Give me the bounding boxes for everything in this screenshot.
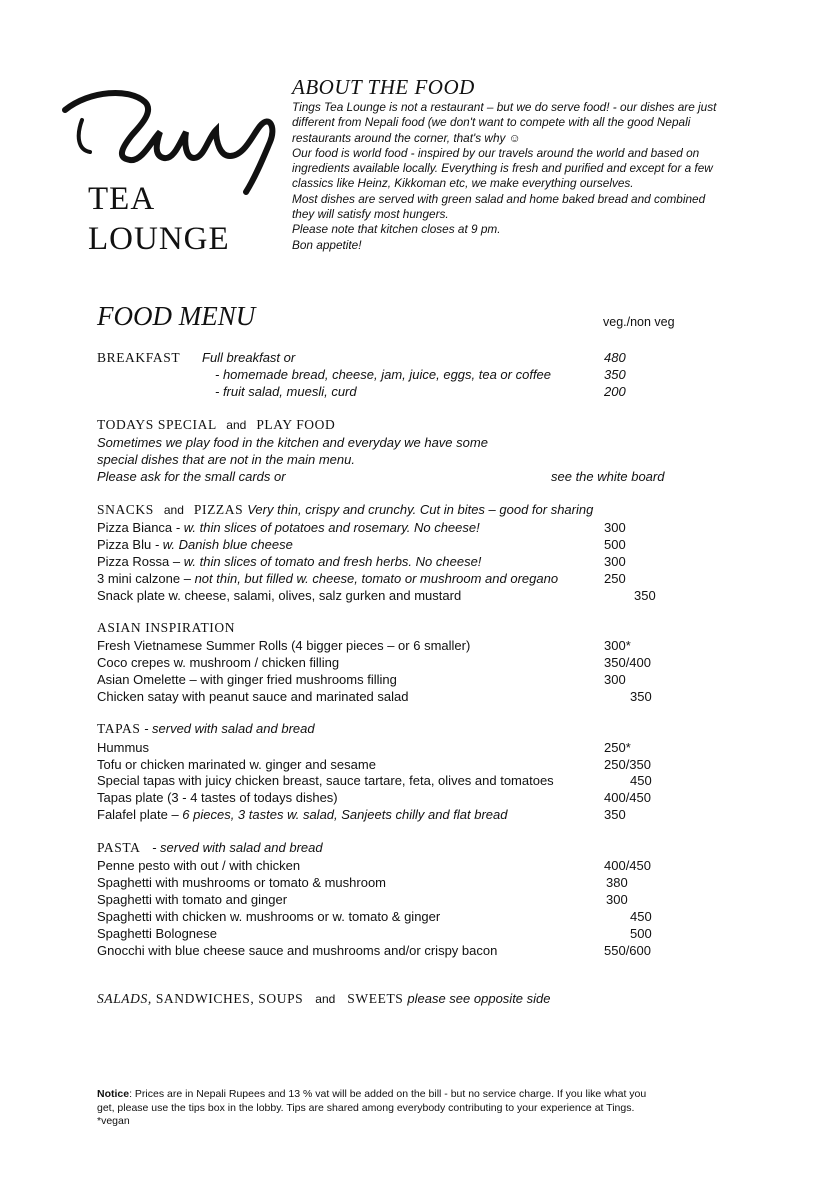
about-line: Bon appetite! xyxy=(292,237,362,252)
notice-line xyxy=(97,1088,717,1102)
snacks-subtitle: Very thin, crispy and crunchy. Cut in bites – good for sharing xyxy=(247,502,594,517)
item-price: 250* xyxy=(604,740,631,755)
notice-label: Notice xyxy=(97,1088,130,1100)
item-price: 500 xyxy=(604,537,626,552)
menu-item: Gnocchi with blue cheese sauce and mushrooms and/or crispy bacon xyxy=(97,943,498,958)
see-opposite-label: please see opposite side xyxy=(407,991,551,1006)
item-price: 300 xyxy=(606,892,628,907)
item-desc: - w. Danish blue cheese xyxy=(154,537,293,552)
menu-item: Spaghetti with mushrooms or tomato & mushroom xyxy=(97,875,387,890)
and-label: and xyxy=(163,503,184,517)
logo-word-lounge: LOUNGE xyxy=(88,221,230,257)
about-line: different from Nepali food (we don't want to compete with all the good Nepali xyxy=(292,115,691,130)
todays-special-title xyxy=(97,417,335,433)
menu-item: Tapas plate (3 - 4 tastes of todays dishes) xyxy=(97,790,338,805)
menu-item xyxy=(97,554,481,569)
menu-item: Chicken satay with peanut sauce and marinated salad xyxy=(97,689,409,704)
about-line: Our food is world food - inspired by our travels around the world and based on xyxy=(292,145,700,160)
about-line: Most dishes are served with green salad and home baked bread and combined xyxy=(292,191,706,206)
item-price: 350 xyxy=(634,588,656,603)
item-price: 300 xyxy=(604,554,626,569)
item-price: 250 xyxy=(604,571,626,586)
menu-item xyxy=(97,588,461,603)
menu-item xyxy=(97,537,293,552)
todays-special-line: Please ask for the small cards or xyxy=(97,469,286,484)
item-desc: – 6 pieces, 3 tastes w. salad, Sanjeets chilly and flat bread xyxy=(167,807,508,822)
item-price: 500 xyxy=(630,926,652,941)
breakfast-item: Full breakfast or xyxy=(202,350,296,365)
about-line: they will satisfy most hungers. xyxy=(292,207,449,222)
notice xyxy=(97,1088,717,1129)
breakfast-item: - fruit salad, muesli, curd xyxy=(215,384,357,399)
breakfast-price: 350 xyxy=(604,367,626,382)
item-price: 250/350 xyxy=(604,757,651,772)
item-name: Falafel plate xyxy=(97,807,168,822)
item-desc: - w. thin slices of potatoes and rosemary. No cheese! xyxy=(172,520,480,535)
item-price: 300 xyxy=(604,672,626,687)
about-line: ingredients available locally. Everything is fresh and purified and except for a few xyxy=(292,161,713,176)
menu-item: Special tapas with juicy chicken breast, sauce tartare, feta, olives and tomatoes xyxy=(97,773,554,788)
item-price: 300* xyxy=(604,638,631,653)
menu-item: Spaghetti with tomato and ginger xyxy=(97,892,288,907)
food-menu-title: FOOD MENU xyxy=(97,301,256,331)
item-price: 350 xyxy=(604,807,626,822)
breakfast-title: BREAKFAST xyxy=(97,350,181,365)
menu-item: Spaghetti with chicken w. mushrooms or w. tomato & ginger xyxy=(97,909,441,924)
menu-item: Tofu or chicken marinated w. ginger and sesame xyxy=(97,757,376,772)
asian-title: ASIAN INSPIRATION xyxy=(97,620,236,635)
item-price: 400/450 xyxy=(604,790,651,805)
item-desc: – w. thin slices of tomato and fresh herbs. No cheese! xyxy=(169,554,482,569)
breakfast-price: 200 xyxy=(604,384,626,399)
menu-item: Coco crepes w. mushroom / chicken filling xyxy=(97,655,340,670)
about-line: restaurants around the corner, that's why ☺ xyxy=(292,130,521,145)
about-text xyxy=(292,100,772,253)
item-price: 550/600 xyxy=(604,943,651,958)
menu-item xyxy=(97,520,480,535)
menu-item xyxy=(97,807,507,822)
item-name: Pizza Rossa xyxy=(97,554,170,569)
veg-non-veg-label: veg./non veg xyxy=(603,315,675,329)
tapas-subtitle: - served with salad and bread xyxy=(140,721,315,736)
salads-label: SALADS, xyxy=(97,991,152,1006)
item-name: Pizza Bianca xyxy=(97,520,173,535)
pizzas-label: PIZZAS xyxy=(193,502,244,517)
snacks-title xyxy=(97,502,593,518)
about-line: Please note that kitchen closes at 9 pm. xyxy=(292,222,501,237)
play-food-label: PLAY FOOD xyxy=(256,417,336,432)
item-price: 350/400 xyxy=(604,655,651,670)
item-price: 300 xyxy=(604,520,626,535)
menu-item: Asian Omelette – with ginger fried mushrooms filling xyxy=(97,672,397,687)
item-desc: – not thin, but filled w. cheese, tomato or mushroom and oregano xyxy=(180,571,559,586)
opposite-side-note xyxy=(97,991,551,1007)
snacks-label: SNACKS xyxy=(97,502,154,517)
and-label: and xyxy=(226,418,247,432)
item-price: 450 xyxy=(630,773,652,788)
about-line: classics like Heinz, Kikkoman etc, we make everything ourselves. xyxy=(292,176,634,191)
item-price: 380 xyxy=(606,875,628,890)
menu-item: Penne pesto with out / with chicken xyxy=(97,858,301,873)
item-name: Snack plate w. cheese, salami, olives, salz gurken and mustard xyxy=(97,588,462,603)
pasta-title xyxy=(97,840,323,856)
item-name: Pizza Blu xyxy=(97,537,155,552)
sandwiches-soups-label: SANDWICHES, SOUPS xyxy=(155,991,304,1006)
vegan-note: *vegan xyxy=(97,1115,130,1127)
item-price: 350 xyxy=(630,689,652,704)
tapas-title xyxy=(97,721,315,737)
and-label: and xyxy=(315,992,336,1006)
logo-word-tea: TEA xyxy=(88,181,156,217)
item-price: 450 xyxy=(630,909,652,924)
about-line: Tings Tea Lounge is not a restaurant – but we do serve food! - our dishes are just xyxy=(292,100,717,114)
todays-special-label: TODAYS SPECIAL xyxy=(97,417,217,432)
item-name: 3 mini calzone xyxy=(97,571,181,586)
notice-line: get, please use the tips box in the lobby. Tips are shared among everybody contributing to your experience at Tings. xyxy=(97,1101,635,1114)
breakfast-price: 480 xyxy=(604,350,626,365)
menu-item: Hummus xyxy=(97,740,150,755)
menu-item: Fresh Vietnamese Summer Rolls (4 bigger pieces – or 6 smaller) xyxy=(97,638,471,653)
todays-special-line: Sometimes we play food in the kitchen and everyday we have some xyxy=(97,435,488,450)
about-title: ABOUT THE FOOD xyxy=(292,75,475,99)
item-price: 400/450 xyxy=(604,858,651,873)
white-board-note: see the white board xyxy=(551,469,665,484)
tings-logo xyxy=(60,80,280,260)
sweets-label: SWEETS xyxy=(347,991,404,1006)
pasta-subtitle: - served with salad and bread xyxy=(148,840,323,855)
todays-special-line: special dishes that are not in the main menu. xyxy=(97,452,355,467)
tapas-label: TAPAS xyxy=(97,721,141,736)
menu-item xyxy=(97,571,558,586)
menu-item: Spaghetti Bolognese xyxy=(97,926,217,941)
notice-text: : Prices are in Nepali Rupees and 13 % vat will be added on the bill - but no service charge. If you like what you xyxy=(129,1088,647,1100)
breakfast-item: - homemade bread, cheese, jam, juice, eggs, tea or coffee xyxy=(215,367,552,382)
pasta-label: PASTA xyxy=(97,840,141,855)
